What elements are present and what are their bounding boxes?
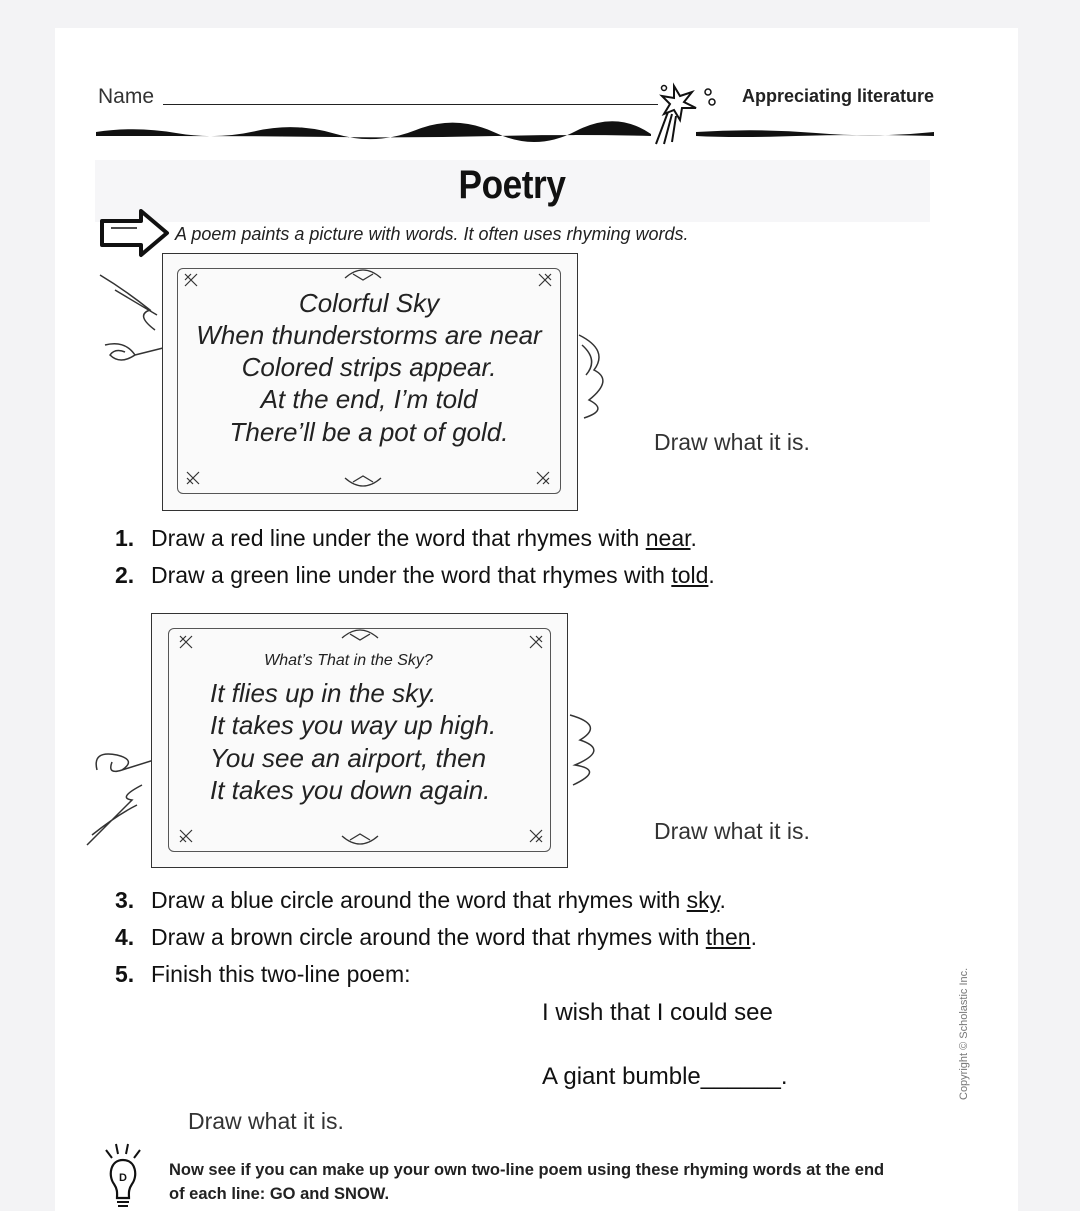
poem2-title: What’s That in the Sky? [264, 652, 433, 669]
poem1-line-2: Colored strips appear. [241, 352, 497, 382]
ornament-icon [340, 626, 380, 642]
question-2: 2. Draw a green line under the word that rhymes with told. [115, 562, 715, 588]
question-5: 5. Finish this two-line poem: [115, 961, 411, 987]
poem1-left-flourish [95, 270, 165, 380]
poem1-title: Colorful Sky [298, 288, 440, 318]
ornament-icon [343, 266, 383, 282]
poem1-line-1: When thunderstorms are near [196, 320, 542, 350]
poem2-right-flourish [565, 710, 615, 790]
ornament-icon [343, 474, 383, 490]
header-wavy-divider [96, 122, 936, 142]
corner-flower-icon [185, 470, 201, 486]
draw-prompt-1: Draw what it is. [654, 429, 810, 455]
corner-flower-icon [537, 272, 553, 288]
finish-poem-line-1: I wish that I could see [542, 999, 773, 1026]
draw-prompt-2: Draw what it is. [654, 818, 810, 844]
intro-text: A poem paints a picture with words. It often uses rhyming words. [175, 224, 689, 244]
svg-text:D: D [119, 1172, 127, 1184]
name-label: Name [98, 85, 155, 108]
ornament-icon [340, 832, 380, 848]
corner-flower-icon [528, 634, 544, 650]
poem2-line-3: You see an airport, then [210, 743, 487, 773]
corner-flower-icon [528, 828, 544, 844]
question-1: 1. Draw a red line under the word that rhymes with near. [115, 525, 697, 551]
corner-flower-icon [178, 828, 194, 844]
question-3: 3. Draw a blue circle around the word that rhymes with sky. [115, 887, 726, 913]
finish-poem-line-2: A giant bumble______. [542, 1063, 788, 1090]
corner-flower-icon [535, 470, 551, 486]
poem1-line-4: There’ll be a pot of gold. [229, 417, 509, 447]
page-title: Poetry [458, 163, 566, 207]
poem1-right-flourish [574, 330, 624, 420]
topic-label: Appreciating literature [742, 86, 935, 106]
copyright-notice: Copyright © Scholastic Inc. [958, 967, 970, 1100]
question-4: 4. Draw a brown circle around the word that rhymes with then. [115, 924, 757, 950]
poem2-line-4: It takes you down again. [210, 775, 491, 805]
name-blank-line[interactable] [163, 104, 658, 105]
poem2-line-2: It takes you way up high. [210, 710, 497, 740]
answer-blank[interactable]: ______. [700, 1063, 788, 1090]
corner-flower-icon [183, 272, 199, 288]
corner-flower-icon [178, 634, 194, 650]
poem2-line-1: It flies up in the sky. [210, 678, 437, 708]
tip-text: Now see if you can make up your own two-line poem using these rhyming words at the end of each line: GO and SNOW. [169, 1161, 885, 1203]
arrow-icon [99, 208, 171, 258]
poem2-left-flourish [82, 740, 158, 850]
poem1-line-3: At the end, I’m told [260, 384, 478, 414]
draw-prompt-3: Draw what it is. [188, 1108, 344, 1134]
lightbulb-icon [100, 1142, 150, 1211]
